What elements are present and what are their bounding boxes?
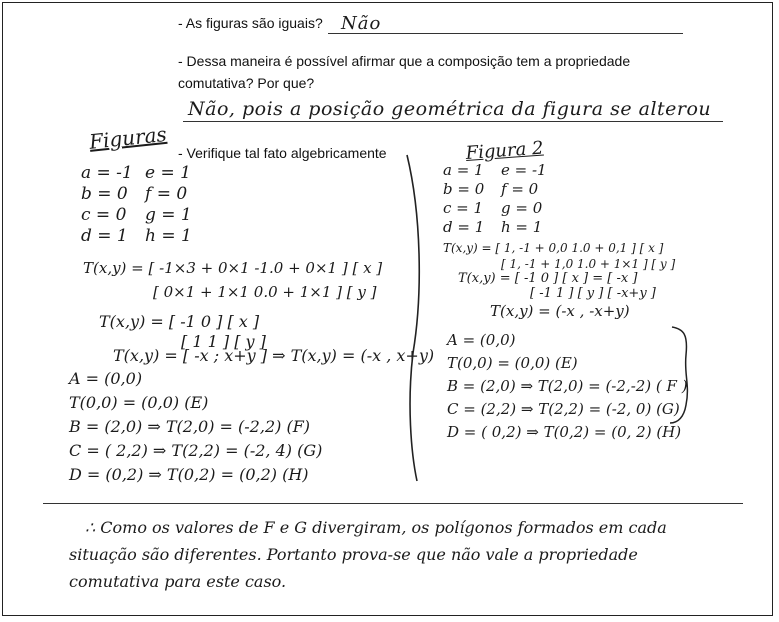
left-var-h: h = 1 <box>145 226 192 246</box>
right-title-figura2: Figura 2 <box>465 137 545 164</box>
left-point-t00: T(0,0) = (0,0) (E) <box>69 393 209 412</box>
left-points-list <box>69 367 322 487</box>
right-var-g: g = 0 <box>501 199 543 217</box>
right-variables-second <box>501 161 547 237</box>
right-point-d: D = ( 0,2) ⇒ T(0,2) = (0, 2) (H) <box>447 423 682 441</box>
question-2-text-line1: - Dessa maneira é possível afirmar que a composição tem a propriedade <box>178 53 631 69</box>
answer-2-underline <box>183 121 723 122</box>
right-var-c: c = 1 <box>443 199 484 217</box>
left-variables-second <box>145 163 192 247</box>
left-var-f: f = 0 <box>145 184 188 204</box>
left-var-g: g = 1 <box>145 205 192 225</box>
left-matrix-row2: [ 0×1 + 1×1 0.0 + 1×1 ] [ y ] <box>153 283 377 301</box>
left-variables-first <box>81 163 133 247</box>
left-point-c: C = ( 2,2) ⇒ T(2,2) = (-2, 4) (G) <box>69 441 323 460</box>
left-result-line: T(x,y) = [ -x ; x+y ] ⇒ T(x,y) = (-x , x+y) <box>113 346 435 365</box>
conclusion-separator <box>43 503 743 504</box>
right-point-a: A = (0,0) <box>447 331 516 349</box>
right-var-a: a = 1 <box>443 161 484 179</box>
left-point-d: D = (0,2) ⇒ T(0,2) = (0,2) (H) <box>69 465 309 484</box>
right-var-h: h = 1 <box>501 218 543 236</box>
right-var-f: f = 0 <box>501 180 539 198</box>
left-title-figuras: Figuras <box>88 121 168 154</box>
right-var-e: e = -1 <box>501 161 547 179</box>
column-divider-curve <box>403 153 425 483</box>
right-matrix-row1: T(x,y) = [ 1, -1 + 0,0 1.0 + 0,1 ] [ x ] <box>443 241 664 255</box>
right-var-b: b = 0 <box>443 180 485 198</box>
conclusion-line2: situação são diferentes. Portanto prova-se que não vale a propriedade <box>69 545 638 564</box>
answer-2-handwritten: Não, pois a posição geométrica da figura se alterou <box>188 98 712 120</box>
left-simplified-row1: T(x,y) = [ -1 0 ] [ x ] <box>99 312 260 331</box>
right-variables-first <box>443 161 484 237</box>
left-point-a: A = (0,0) <box>69 369 143 388</box>
question-1-text: - As figuras são iguais? <box>178 15 323 31</box>
question-2-text-line2: comutativa? Por que? <box>178 75 315 91</box>
right-matrix-row2: [ 1, -1 + 1,0 1.0 + 1×1 ] [ y ] <box>501 257 676 271</box>
left-var-c: c = 0 <box>81 205 127 225</box>
left-matrix-row1: T(x,y) = [ -1×3 + 0×1 -1.0 + 0×1 ] [ x ] <box>83 259 383 277</box>
right-simplified-row2: [ -1 1 ] [ y ] [ -x+y ] <box>530 286 656 301</box>
right-result-line: T(x,y) = (-x , -x+y) <box>490 302 630 320</box>
document-page <box>2 2 773 616</box>
left-var-b: b = 0 <box>81 184 128 204</box>
right-point-b: B = (2,0) ⇒ T(2,0) = (-2,-2) ( F ) <box>447 377 688 395</box>
left-var-e: e = 1 <box>145 163 191 183</box>
conclusion-line3: comutativa para este caso. <box>69 572 287 591</box>
conclusion-line1: ∴ Como os valores de F e G divergiram, os polígonos formados em cada <box>85 518 667 537</box>
right-point-c: C = (2,2) ⇒ T(2,2) = (-2, 0) (G) <box>447 400 680 418</box>
left-var-a: a = -1 <box>81 163 133 183</box>
left-var-d: d = 1 <box>81 226 128 246</box>
answer-1-handwritten: Não <box>341 13 382 34</box>
right-points-bracket <box>668 325 694 425</box>
right-points-list <box>447 329 688 444</box>
left-simplified-row2: [ 1 1 ] [ y ] <box>181 332 266 351</box>
left-point-b: B = (2,0) ⇒ T(2,0) = (-2,2) (F) <box>69 417 311 436</box>
right-simplified-row1: T(x,y) = [ -1 0 ] [ x ] = [ -x ] <box>458 271 638 286</box>
right-var-d: d = 1 <box>443 218 485 236</box>
right-point-t00: T(0,0) = (0,0) (E) <box>447 354 578 372</box>
question-3-text: - Verifique tal fato algebricamente <box>178 145 387 161</box>
